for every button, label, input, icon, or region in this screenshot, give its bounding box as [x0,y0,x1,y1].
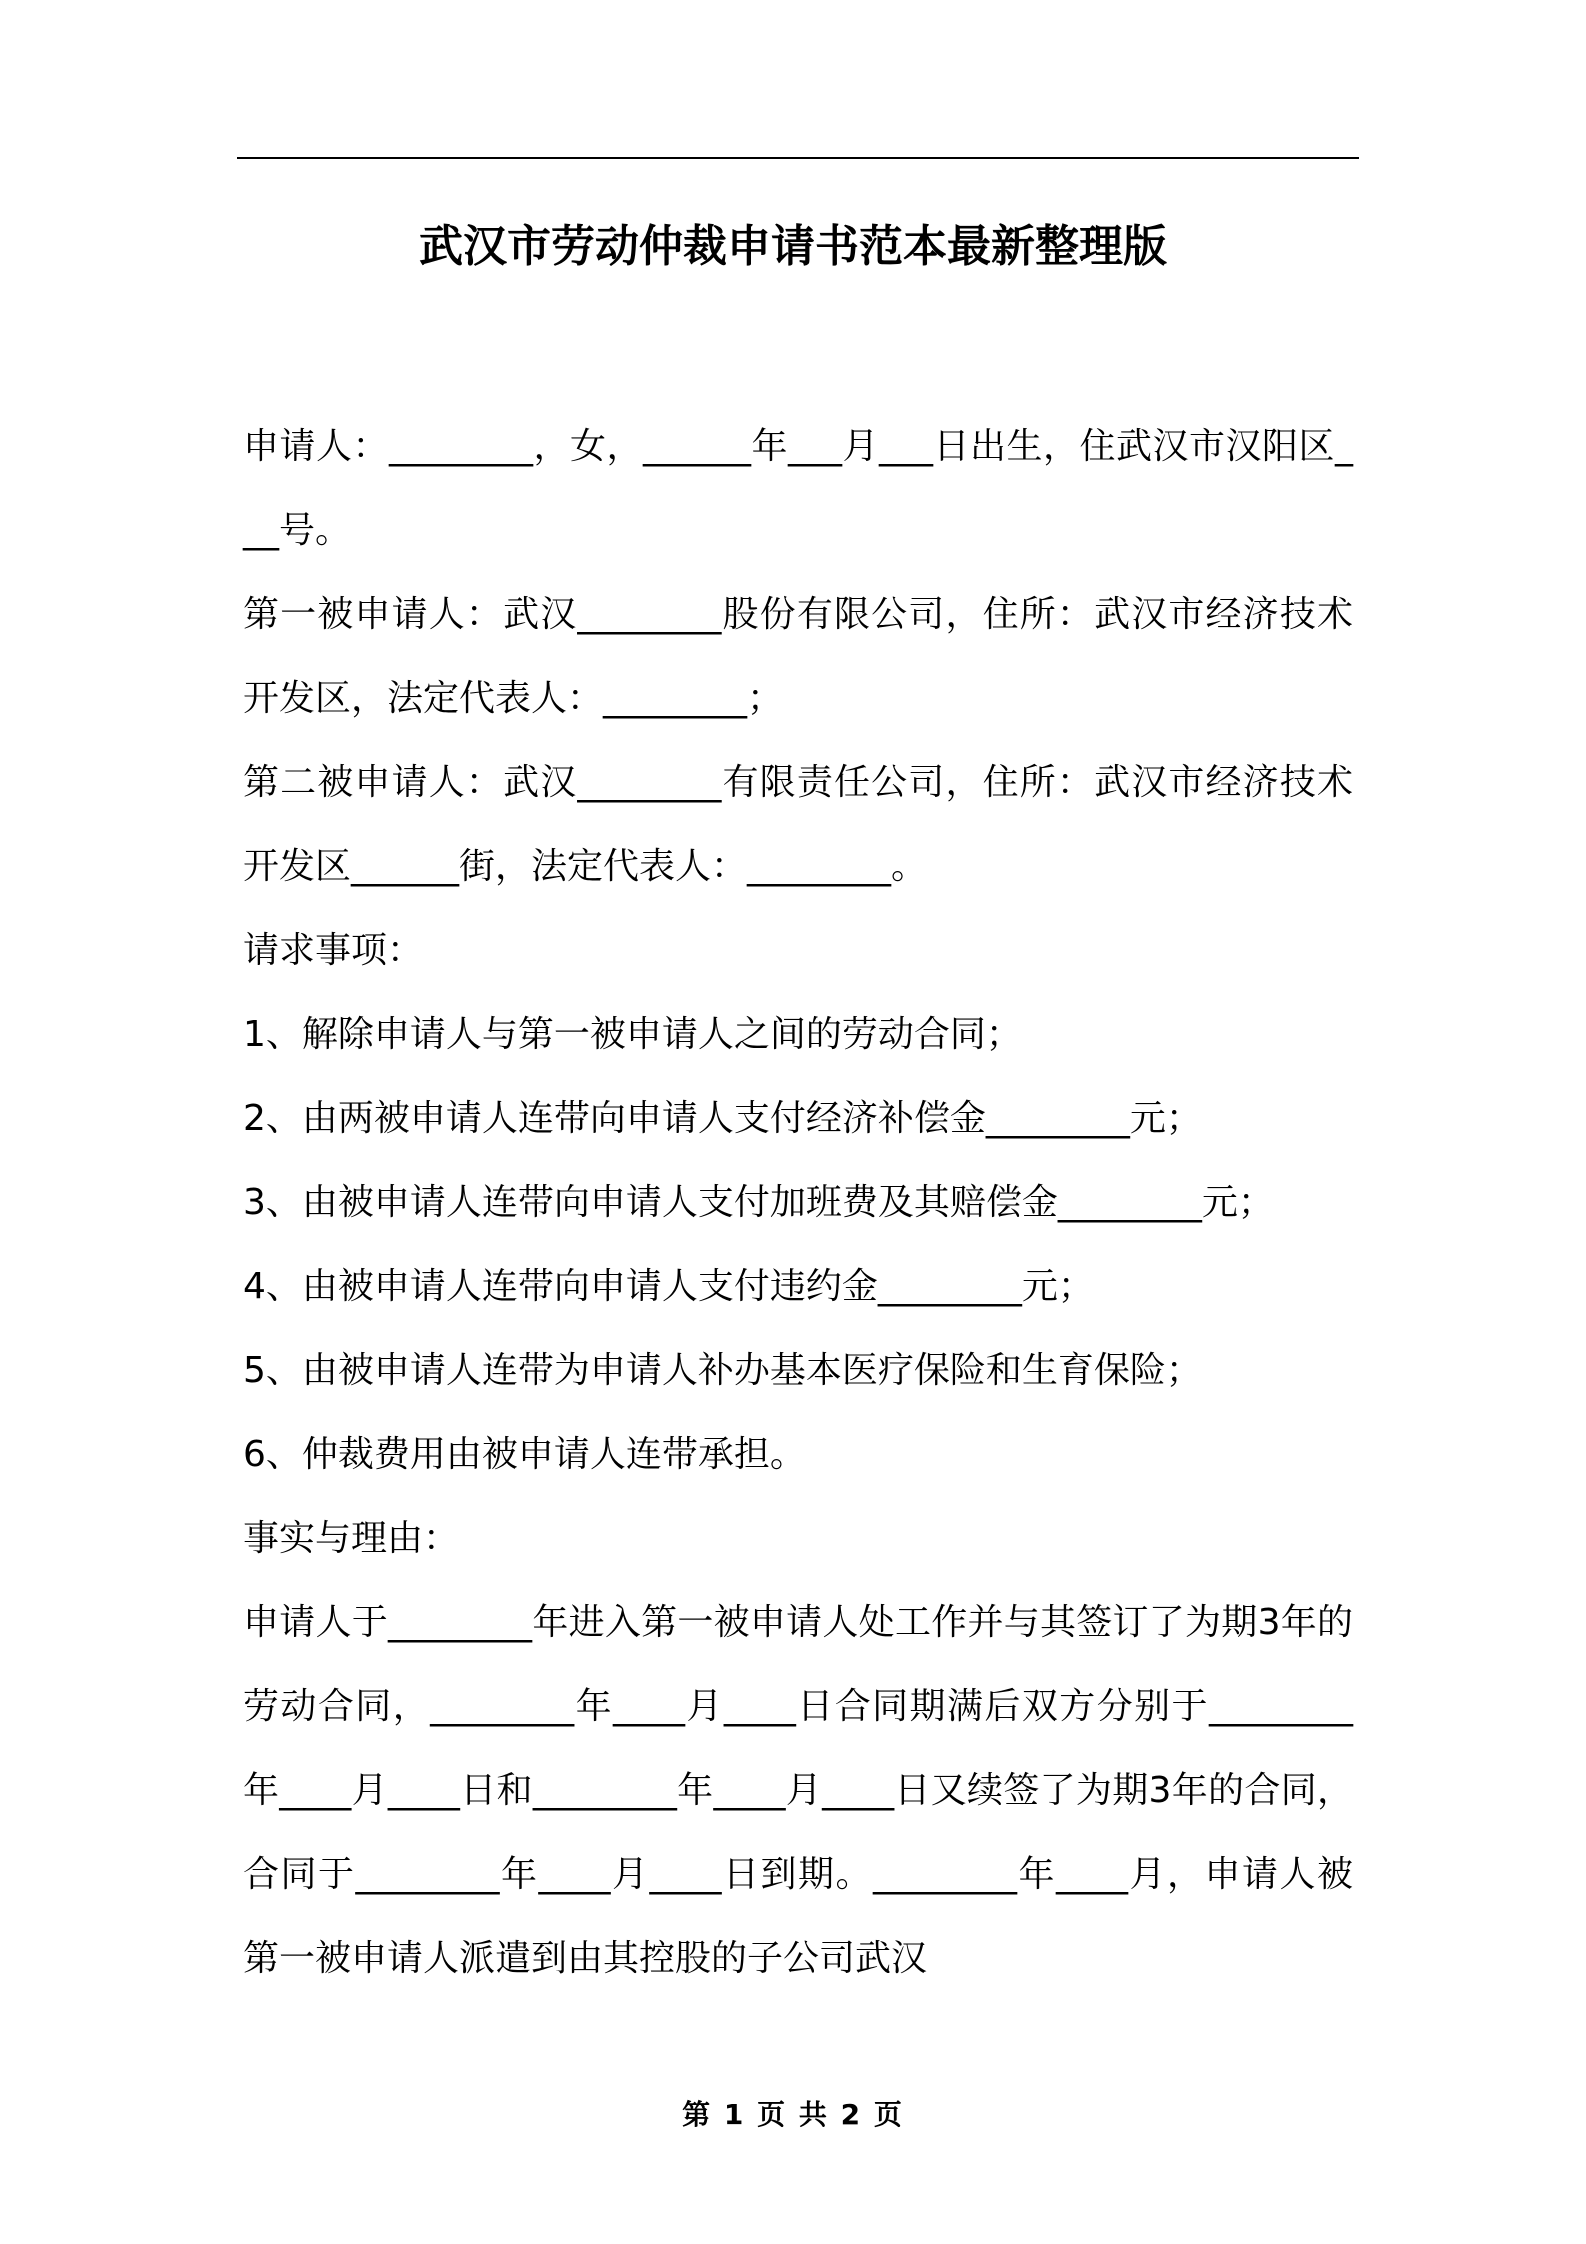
claim-item-5: 5、由被申请人连带为申请人补办基本医疗保险和生育保险； [243,1350,1202,1391]
document-title: 武汉市劳动仲裁申请书范本最新整理版 [419,221,1167,272]
facts-heading: 事实与理由： [243,1518,460,1559]
header-rule [237,157,1359,159]
second-respondent-paragraph: 第二被申请人：武汉________有限责任公司，住所：武汉市经济技术开发区______街，法定代表人：________。 [243,762,1353,887]
document-body [243,405,1353,2001]
claim-item-3: 3、由被申请人连带向申请人支付加班费及其赔偿金________元； [243,1182,1274,1223]
first-respondent-paragraph: 第一被申请人：武汉________股份有限公司，住所：武汉市经济技术开发区，法定代表人：________； [243,594,1353,719]
claim-item-2: 2、由两被申请人连带向申请人支付经济补偿金________元； [243,1098,1202,1139]
claim-item-4: 4、由被申请人连带向申请人支付违约金________元； [243,1266,1094,1307]
claim-item-1: 1、解除申请人与第一被申请人之间的劳动合同； [243,1014,1022,1055]
claim-item-6: 6、仲裁费用由被申请人连带承担。 [243,1434,806,1475]
applicant-paragraph: 申请人：________，女，______年___月___日出生，住武汉市汉阳区___号。 [243,426,1353,551]
facts-paragraph: 申请人于________年进入第一被申请人处工作并与其签订了为期3年的劳动合同，________年____月____日合同期满后双方分别于________年____月____日和________年____月____日又续签了为期3年的合同，合同于________年____月____日到期。________年____月，申请人被第一被申请人派遣到由其控股的子公司武汉 [243,1602,1353,1979]
claims-heading: 请求事项： [243,930,424,971]
page-number-footer: 第 1 页 共 2 页 [682,2098,904,2131]
